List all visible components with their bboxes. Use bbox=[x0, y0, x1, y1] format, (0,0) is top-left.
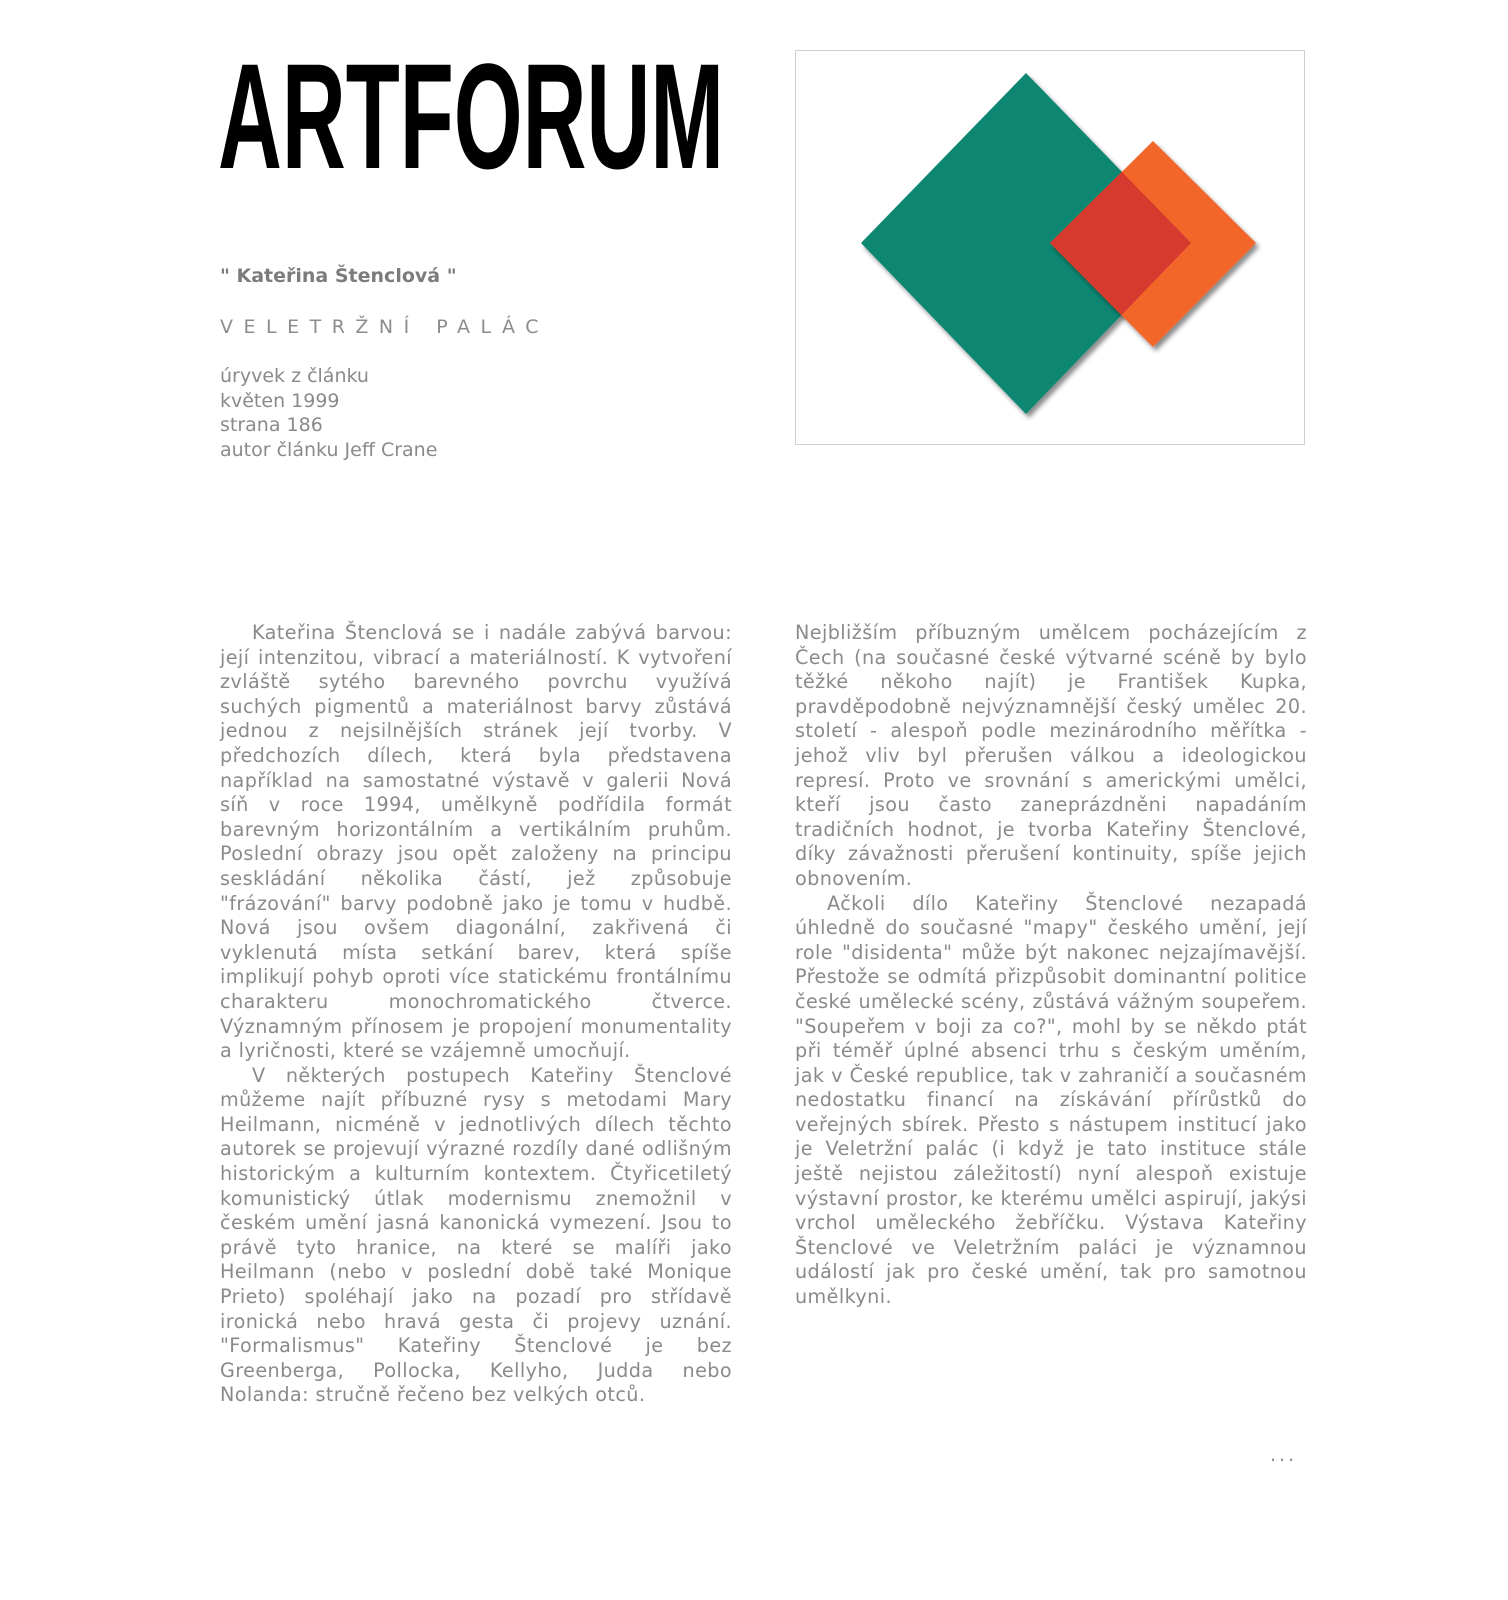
paragraph: Kateřina Štenclová se i nadále zabývá barvou: její intenzitou, vibrací a materiálností. K vytvoření zvláště sytého barevného povrchu využívá suchých pigmentů a materiálnost barvy zůstává jednou z nejsilnějších stránek její tvorby. V předchozích dílech, která byla představena například na samostatné výstavě v galerii Nová síň v roce 1994, umělkyně podřídila formát barevným horizontálním a vertikálním pruhům. Poslední obrazy jsou opět založeny na principu seskládání několika částí, jež způsobuje "frázování" barvy podobně jako je tomu v hudbě. Nová jsou ovšem diagonální, zakřivená či vyklenutá místa setkání barev, která spíše implikují pohyb oproti více statickému frontálnímu charakteru monochromatického čtverce. Významným přínosem je propojení monumentality a lyričnosti, které se vzájemně umocňují. bbox=[220, 621, 732, 1063]
continuation-ellipsis: ... bbox=[1270, 1444, 1298, 1466]
article-meta bbox=[220, 364, 437, 462]
article-title: " Kateřina Štenclová " bbox=[220, 265, 457, 287]
meta-author-line: autor článku Jeff Crane bbox=[220, 438, 438, 461]
meta-page-line: strana 186 bbox=[220, 414, 323, 437]
paragraph: Nejbližším příbuzným umělcem pocházejícím z Čech (na současné české výtvarné scéně by bylo těžké někoho najít) je František Kupka, pravděpodobně nejvýznamnější český umělec 20. století - alespoň podle mezinárodního měřítka - jehož vliv byl přerušen válkou a ideologickou represí. Proto ve srovnání s americkými umělci, kteří jsou často zaneprázdněni napadáním tradičních hodnot, je tvorba Kateřiny Štenclové, díky závažnosti přerušení kontinuity, spíše jejich obnovením. bbox=[795, 621, 1307, 890]
meta-date-line: květen 1999 bbox=[220, 389, 340, 412]
paragraph: V některých postupech Kateřiny Štenclové můžeme najít příbuzné rysy s metodami Mary Heilmann, nicméně v jednotlivých dílech těchto autorek se projevují výrazné rozdíly dané odlišným historickým a kulturním kontextem. Čtyřicetiletý komunistický útlak modernismu znemožnil v českém umění jasná kanonická vymezení. Jsou to právě tyto hranice, na které se malíři jako Heilmann (nebo v poslední době také Monique Prieto) spoléhají jako na pozadí pro střídavě ironická nebo hravá gesta či projevy uznání. "Formalismus" Kateřiny Štenclové je bez Greenberga, Pollocka, Kellyho, Judda nebo Nolanda: stručně řečeno bez velkých otců. bbox=[220, 1063, 732, 1407]
article-column-right bbox=[795, 621, 1307, 1310]
artforum-logo-text: ARTFORUM bbox=[218, 32, 724, 200]
article-column-left bbox=[220, 621, 732, 1408]
paragraph: Ačkoli dílo Kateřiny Štenclové nezapadá úhledně do současné "mapy" českého umění, její role "disidenta" může být nakonec nejzajímavější. Přestože se odmítá přizpůsobit dominantní politice české umělecké scény, zůstává vážným soupeřem. "Soupeřem v boji za co?", mohl by se někdo ptát při téměř úplné absenci trhu s českým uměním, jak v České republice, tak v zahraničí a současném nedostatku financí na získávání přírůstků do veřejných sbírek. Přesto s nástupem institucí jako je Veletržní palác (i když je tato instituce stále ještě nejistou záležitostí) nyní alespoň existuje výstavní prostor, ke kterému umělci aspirují, jakýsi vrchol uměleckého žebříčku. Výstava Kateřiny Štenclové ve Veletržním paláci je významnou událostí jak pro české umění, tak pro samotnou umělkyni. bbox=[795, 891, 1307, 1309]
venue-name: VELETRŽNÍ PALÁC bbox=[220, 316, 549, 338]
artwork-image bbox=[795, 50, 1305, 445]
meta-excerpt-line: úryvek z článku bbox=[220, 365, 369, 387]
artforum-logo bbox=[218, 32, 730, 200]
